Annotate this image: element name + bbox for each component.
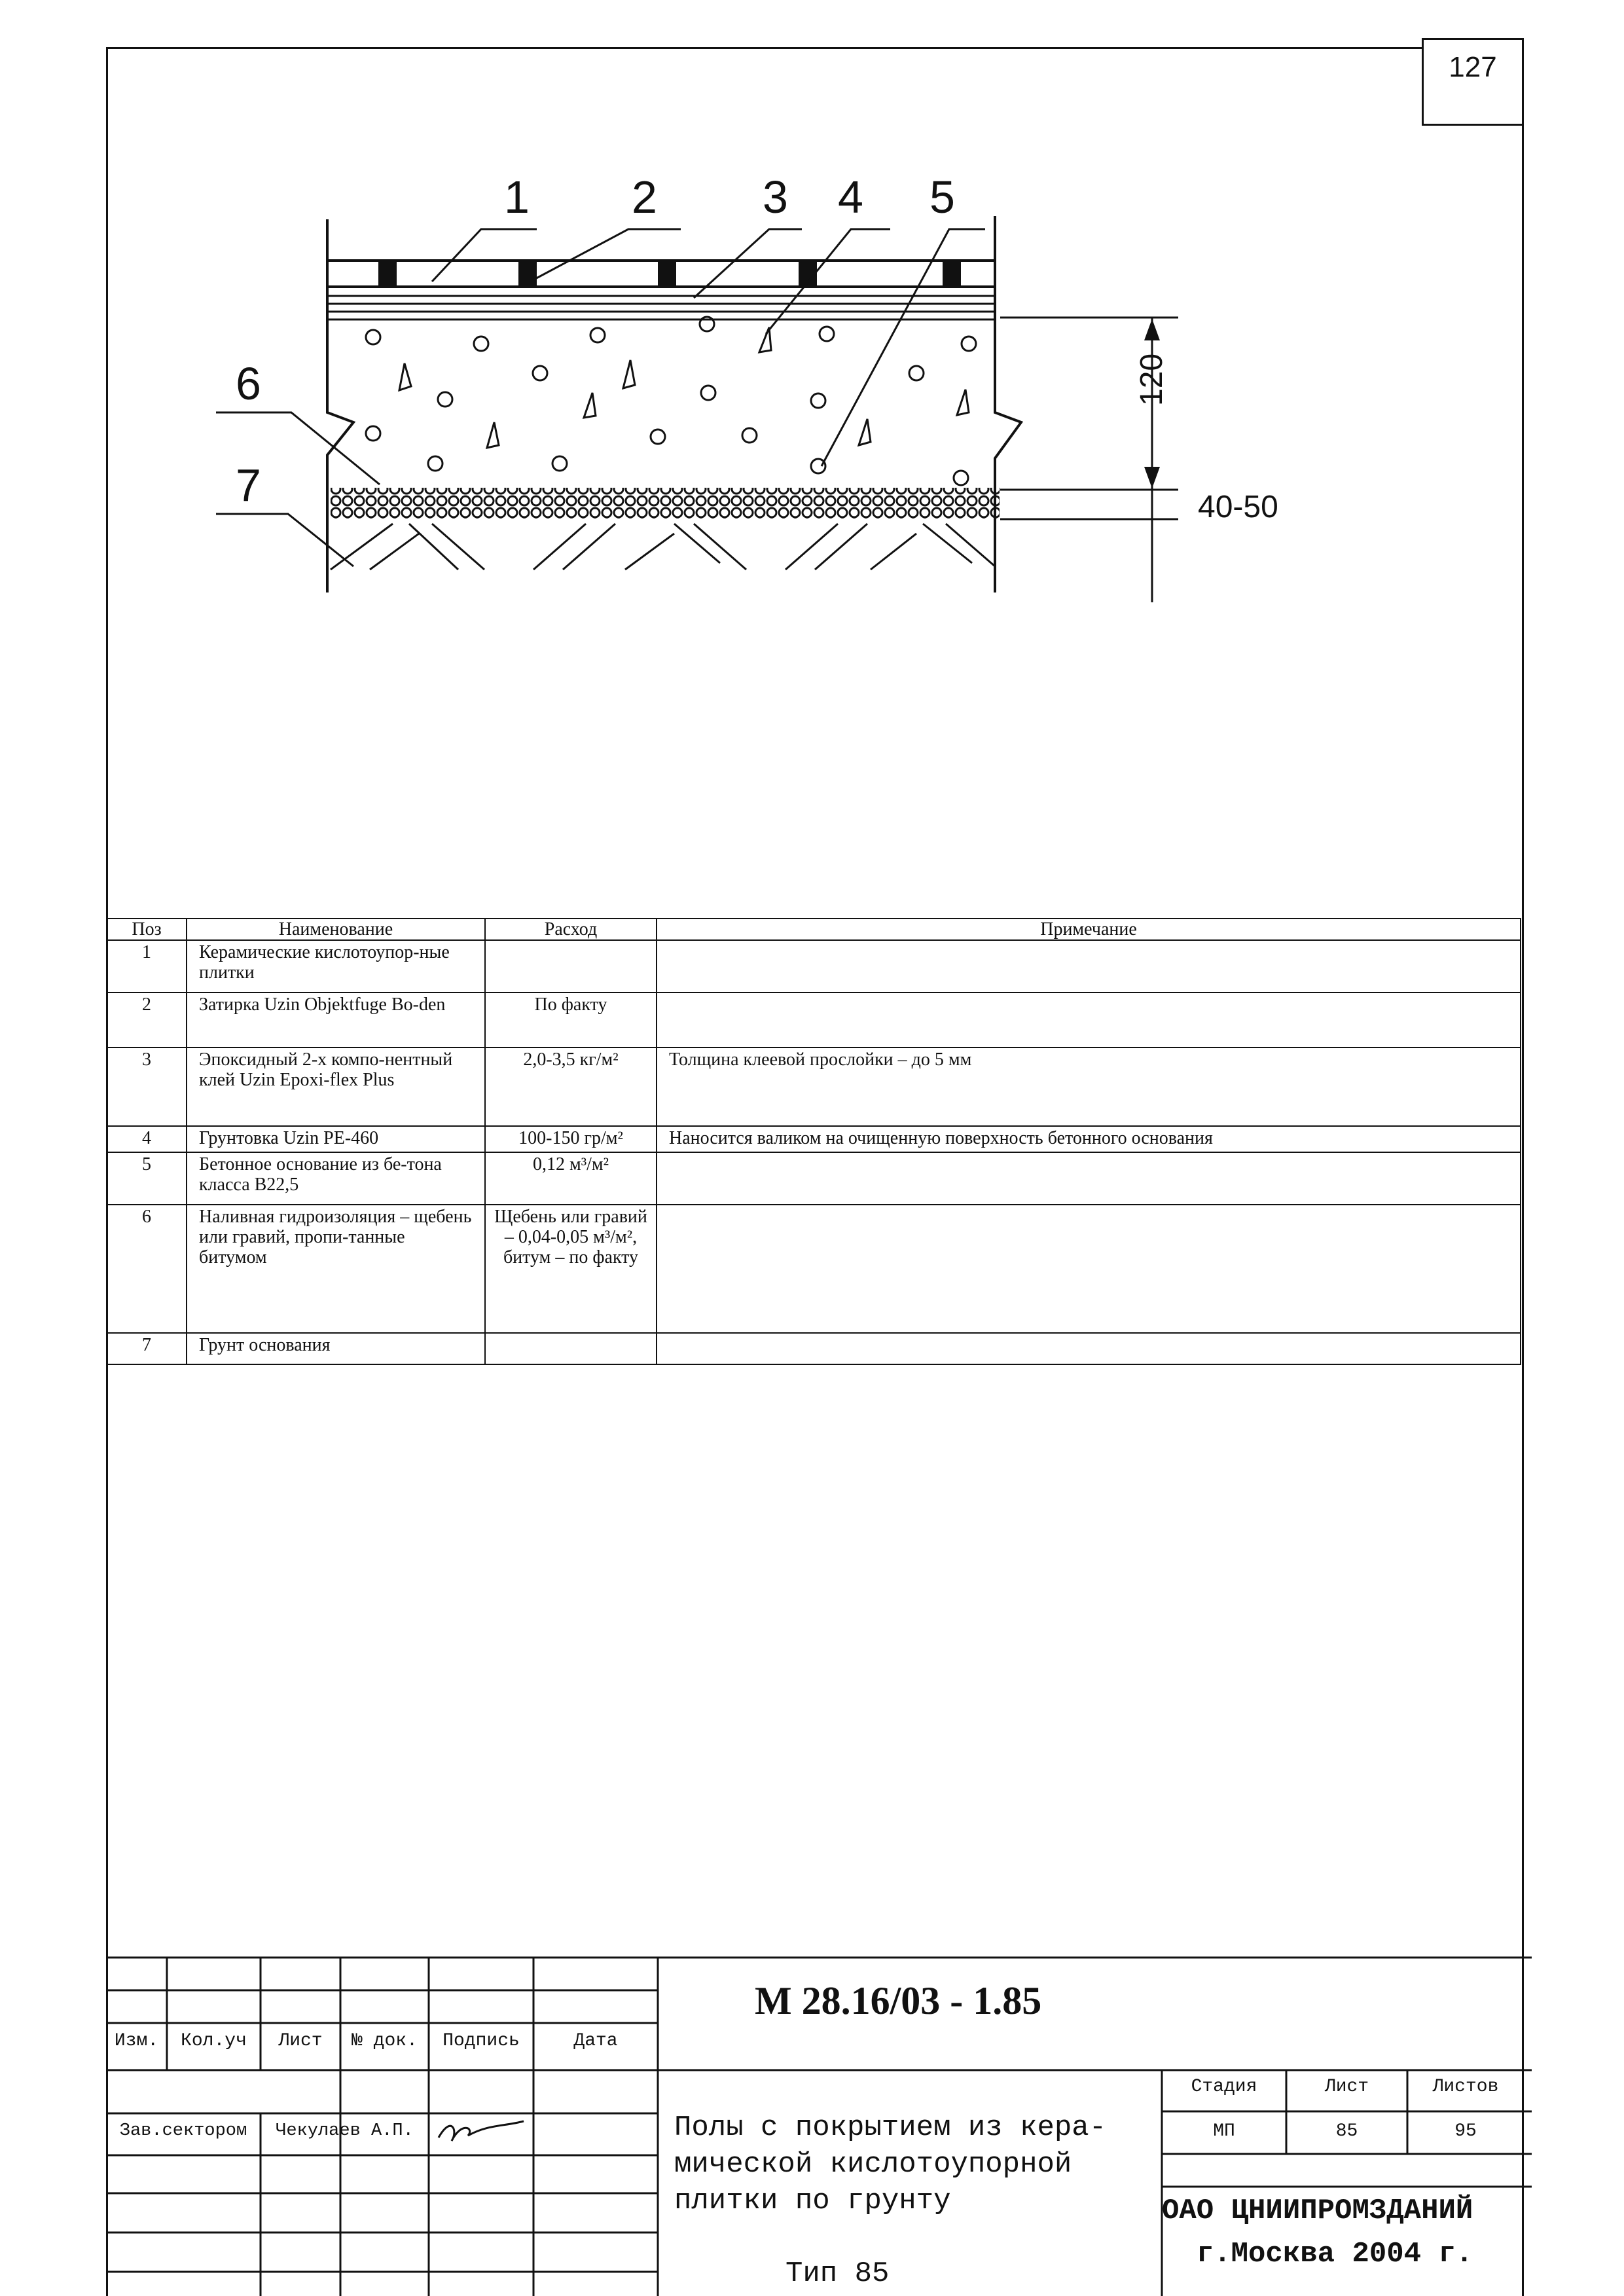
header-pos: Поз	[107, 919, 187, 940]
person-name: Чекулаев А.П.	[276, 2121, 414, 2141]
row-name: Эпоксидный 2-х компо-нентный клей Uzin Epoxi-flex Plus	[187, 1048, 485, 1126]
row-name: Затирка Uzin Objektfuge Bo-den	[187, 993, 485, 1048]
col-list: Лист	[278, 2031, 323, 2051]
col-signature: Подпись	[442, 2031, 520, 2051]
org-name: ОАО ЦНИИПРОМЗДАНИЙ	[1162, 2195, 1473, 2227]
row-rate: Щебень или гравий – 0,04-0,05 м³/м², битум – по факту	[485, 1205, 657, 1333]
organization	[1162, 2189, 1473, 2276]
description-type: Тип 85	[785, 2257, 890, 2290]
row-pos: 3	[107, 1048, 187, 1126]
org-city: г.Москва 2004 г.	[1196, 2238, 1473, 2270]
sheet-value: 85	[1335, 2121, 1358, 2141]
row-rate: По факту	[485, 993, 657, 1048]
row-name: Наливная гидроизоляция – щебень или гравий, пропи-танные битумом	[187, 1205, 485, 1333]
col-doc-no: № док.	[352, 2031, 418, 2051]
sheet-number: 127	[1449, 51, 1497, 83]
row-pos: 5	[107, 1152, 187, 1205]
row-name: Керамические кислотоупор-ные плитки	[187, 940, 485, 993]
row-note: Наносится валиком на очищенную поверхность бетонного основания	[657, 1126, 1521, 1152]
dimension-40-50: 40-50	[1198, 490, 1278, 524]
row-pos: 1	[107, 940, 187, 993]
sheets-label: Листов	[1432, 2077, 1499, 2097]
row-pos: 4	[107, 1126, 187, 1152]
row-rate: 100-150 гр/м²	[485, 1126, 657, 1152]
dimension-120: 120	[1134, 353, 1169, 406]
description-line-3: плитки по грунту	[674, 2185, 951, 2217]
description-line-1: Полы с покрытием из кера-	[674, 2111, 1107, 2144]
callout-5: 5	[929, 172, 955, 223]
sheet-label: Лист	[1324, 2077, 1369, 2097]
row-note: Толщина клеевой прослойки – до 5 мм	[657, 1048, 1521, 1126]
stage-value: МП	[1213, 2121, 1235, 2141]
col-date: Дата	[573, 2031, 618, 2051]
signature	[439, 2121, 524, 2141]
row-pos: 7	[107, 1333, 187, 1364]
row-pos: 2	[107, 993, 187, 1048]
callout-3: 3	[763, 172, 788, 223]
row-pos: 6	[107, 1205, 187, 1333]
drawing-description	[674, 2109, 1106, 2219]
callout-1: 1	[504, 172, 530, 223]
header-rate: Расход	[485, 919, 657, 940]
header-note: Примечание	[657, 919, 1521, 940]
role-label: Зав.сектором	[119, 2121, 247, 2141]
row-rate: 2,0-3,5 кг/м²	[485, 1048, 657, 1126]
document-code: М 28.16/03 - 1.85	[755, 1979, 1042, 2022]
row-rate: 0,12 м³/м²	[485, 1152, 657, 1205]
header-name: Наименование	[187, 919, 485, 940]
callout-2: 2	[632, 172, 657, 223]
col-kol-uch: Кол.уч	[181, 2031, 247, 2051]
row-name: Грунтовка Uzin PE-460	[187, 1126, 485, 1152]
col-izm: Изм.	[114, 2031, 159, 2051]
description-line-2: мической кислотоупорной	[674, 2148, 1072, 2181]
stage-label: Стадия	[1191, 2077, 1257, 2097]
callout-4: 4	[838, 172, 863, 223]
callout-6: 6	[236, 358, 261, 409]
row-name: Грунт основания	[187, 1333, 485, 1364]
sheets-value: 95	[1454, 2121, 1477, 2141]
row-name: Бетонное основание из бе-тона класса В22,5	[187, 1152, 485, 1205]
callout-7: 7	[236, 460, 261, 511]
